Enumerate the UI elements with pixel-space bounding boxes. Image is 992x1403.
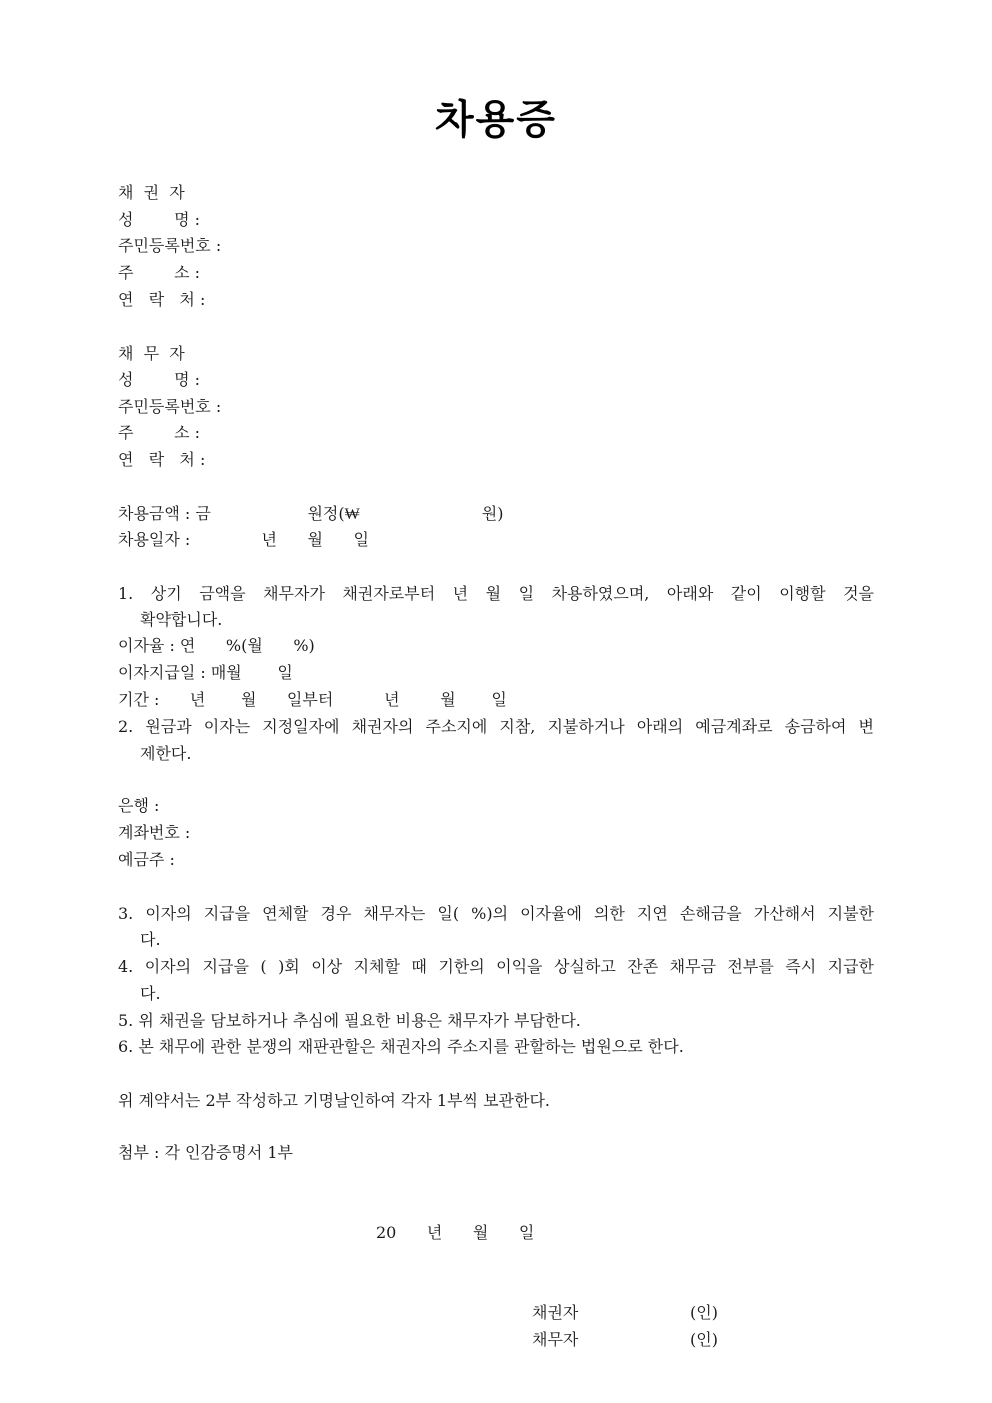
closing-statement: 위 계약서는 2부 작성하고 기명날인하여 각자 1부씩 보관한다. <box>118 1091 550 1110</box>
bank-field: 은행 : <box>118 796 160 815</box>
creditor-contact-field: 연 락 처 : <box>118 290 206 309</box>
creditor-address-field: 주 소 : <box>118 263 201 282</box>
clause-1-line-2: 확약합니다. <box>140 610 223 629</box>
clause-2 <box>118 717 874 737</box>
clause-2-line-1: 2. 원금과 이자는 지정일자에 채권자의 주소지에 지참, 지불하거나 아래의 예금계좌로 송금하여 변 <box>118 717 874 736</box>
account-holder-field: 예금주 : <box>118 850 175 869</box>
debtor-heading: 채 무 자 <box>118 344 185 363</box>
account-number-field: 계좌번호 : <box>118 823 191 842</box>
loan-amount-field: 차용금액 : 금 원정(₩ 원) <box>118 504 504 523</box>
clause-2-line-2: 제한다. <box>140 744 192 763</box>
document-title: 차용증 <box>435 97 557 143</box>
creditor-heading: 채 권 자 <box>118 183 185 202</box>
debtor-seal: (인) <box>690 1330 718 1349</box>
debtor-address-field: 주 소 : <box>118 423 201 442</box>
interest-payday-field: 이자지급일 : 매월 일 <box>118 663 293 682</box>
debtor-rrn-field: 주민등록번호 : <box>118 397 222 416</box>
creditor-signature-label: 채권자 <box>532 1303 579 1322</box>
interest-rate-field: 이자율 : 연 %(월 %) <box>118 636 315 655</box>
clause-4-line-1: 4. 이자의 지급을 ( )회 이상 지체할 때 기한의 이익을 상실하고 잔존 채무금 전부를 즉시 지급한 <box>118 957 874 976</box>
creditor-rrn-field: 주민등록번호 : <box>118 236 222 255</box>
clause-1 <box>118 584 874 604</box>
creditor-name-field: 성 명 : <box>118 210 201 229</box>
clause-4-line-2: 다. <box>140 984 161 1003</box>
debtor-signature-label: 채무자 <box>532 1330 579 1349</box>
period-field: 기간 : 년 월 일부터 년 월 일 <box>118 690 507 709</box>
clause-1-line-1: 1. 상기 금액을 채무자가 채권자로부터 년 월 일 차용하였으며, 아래와 같이 이행할 것을 <box>118 584 874 603</box>
debtor-contact-field: 연 락 처 : <box>118 450 206 469</box>
clause-3-line-1: 3. 이자의 지급을 연체할 경우 채무자는 일( %)의 이자율에 의한 지연 손해금을 가산해서 지불한 <box>118 904 874 923</box>
creditor-seal: (인) <box>690 1303 718 1322</box>
clause-5: 5. 위 채권을 담보하거나 추심에 필요한 비용은 채무자가 부담한다. <box>118 1011 581 1030</box>
attachment-note: 첨부 : 각 인감증명서 1부 <box>118 1143 294 1162</box>
clause-6: 6. 본 채무에 관한 분쟁의 재판관할은 채권자의 주소지를 관할하는 법원으로 한다. <box>118 1037 684 1056</box>
clause-4 <box>118 957 874 977</box>
loan-date-field: 차용일자 : 년 월 일 <box>118 530 369 549</box>
debtor-name-field: 성 명 : <box>118 370 201 389</box>
clause-3-line-2: 다. <box>140 930 161 949</box>
clause-3 <box>118 904 874 924</box>
signing-date: 20 년 월 일 <box>376 1223 535 1242</box>
